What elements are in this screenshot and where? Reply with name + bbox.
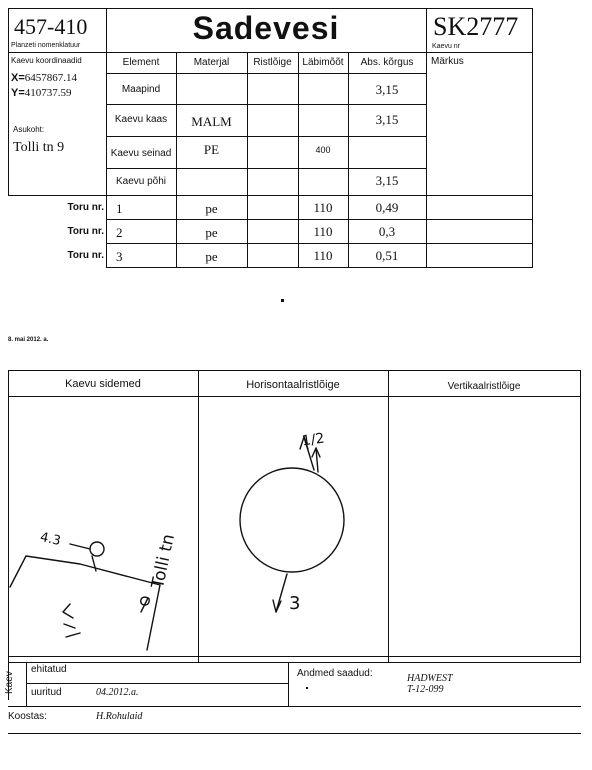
- surveyed-value: 04.2012.a.: [96, 687, 139, 698]
- scribble-g: [141, 597, 150, 612]
- pipe-number: 3: [116, 249, 123, 264]
- compiled-label: Koostas:: [8, 711, 47, 722]
- pipe-label: Toru nr.: [67, 226, 104, 237]
- map-sheet-caption: Planzeti nomenklatuur: [11, 42, 81, 49]
- pipe-diameter: 110: [313, 200, 333, 215]
- coord-x-value: 6457867.14: [24, 72, 78, 84]
- row-element: Kaevu kaas: [114, 114, 168, 125]
- date-line: 8. mai 2012. a.: [8, 337, 49, 343]
- pipe-label: Toru nr.: [67, 250, 104, 261]
- hand-note-pipes: 1/2: [300, 430, 326, 450]
- coord-x-label: X=: [11, 72, 25, 84]
- pipe-elevation: 0,49: [375, 200, 399, 215]
- data-source-label: Andmed saadud:: [297, 668, 373, 679]
- coord-y-label: Y=: [11, 87, 25, 99]
- map-sheet-number: 457-410: [14, 14, 88, 39]
- data-source-value-1: HADWEST: [407, 673, 453, 684]
- pipe-diameter: 110: [313, 248, 333, 263]
- well-number-caption: Kaevu nr: [432, 43, 461, 50]
- well-number: SK2777: [433, 12, 519, 41]
- location-caption: Asukoht:: [13, 125, 45, 134]
- pipe-arrow-3: [276, 574, 287, 612]
- hand-note-43: 4.3: [38, 530, 63, 549]
- location-value: Tolli tn 9: [13, 140, 65, 155]
- col-header-element: Element: [122, 57, 160, 68]
- pipe-arrow-3-head: [273, 600, 281, 612]
- pipe-elevation: 0,51: [375, 248, 399, 263]
- row-material: MALM: [191, 114, 232, 129]
- hand-note-street: Tolli tn: [148, 532, 179, 591]
- row-elevation: 3,15: [375, 82, 399, 97]
- remarks-header: Märkus: [431, 56, 464, 67]
- well-cross-section: [240, 468, 344, 572]
- row-element: Kaevu põhi: [115, 176, 167, 187]
- sketch-col-horizontal: Horisontaalristlõige: [246, 379, 340, 391]
- surveyed-label: uuritud: [31, 687, 62, 698]
- data-source-value-2: T-12-099: [407, 684, 444, 695]
- pipe-material: pe: [205, 249, 218, 264]
- pipe-label: Toru nr.: [67, 202, 104, 213]
- well-leader: [70, 544, 90, 549]
- pipe-material: pe: [205, 225, 218, 240]
- coords-caption: Kaevu koordinaadid: [11, 56, 82, 65]
- row-elevation: 3,15: [375, 173, 399, 188]
- pipe-material: pe: [205, 201, 218, 216]
- row-element: Kaevu seinad: [110, 148, 172, 159]
- row-element: Maapind: [121, 84, 161, 95]
- col-header-material: Materjal: [193, 57, 230, 68]
- scribble-ch: [63, 604, 80, 637]
- pipe-diameter: 110: [313, 224, 333, 239]
- pipe-number: 1: [116, 201, 123, 216]
- well-symbol: [90, 542, 104, 556]
- scan-speck-small: [306, 687, 308, 689]
- pipe-number: 2: [116, 225, 123, 240]
- col-header-diameter: Läbimõõt: [302, 57, 344, 68]
- pipe-elevation: 0,3: [378, 224, 396, 239]
- pipe-sketch-line: [92, 556, 96, 571]
- sketch-col-connections: Kaevu sidemed: [65, 378, 141, 390]
- row-diameter: 400: [315, 145, 331, 155]
- building-outline: [10, 556, 160, 650]
- coord-y-value: 410737.59: [24, 87, 72, 99]
- col-header-elevation: Abs. kõrgus: [360, 57, 414, 68]
- col-header-section: Ristlõige: [253, 57, 292, 68]
- built-label: ehitatud: [31, 664, 67, 675]
- compiled-value: H.Rohulaid: [96, 711, 143, 722]
- row-elevation: 3,15: [375, 112, 399, 127]
- row-material: PE: [203, 142, 220, 157]
- kaev-label: Kaev: [4, 671, 15, 694]
- sketch-col-vertical: Vertikaalristlõige: [447, 381, 521, 392]
- hand-note-pipe3: 3: [289, 593, 301, 614]
- page-title: Sadevesi: [192, 10, 340, 46]
